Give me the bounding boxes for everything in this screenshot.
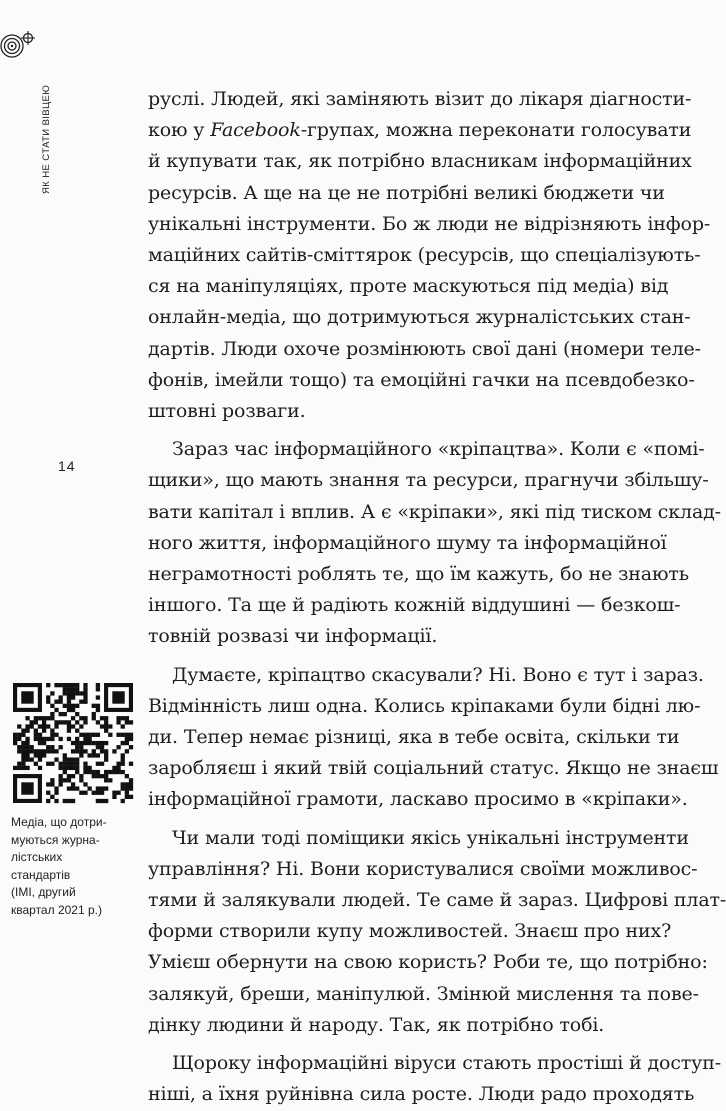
italic-brand: Facebook [210, 119, 301, 142]
text-line: ресурсів. А ще на це не потрібні великі бюджети чи [148, 181, 665, 204]
caption-line: квартал 2021 р.) [11, 902, 102, 917]
text-line: ся на маніпуляціях, проте маскуються під медіа) від [148, 275, 669, 298]
text-line: дартів. Люди охоче розмінюють свої дані (номери теле- [148, 337, 701, 360]
running-head: ЯК НЕ СТАТИ ВІВЦЕЮ [41, 84, 52, 194]
text-line: залякуй, бреши, маніпулюй. Змінюй мислення та пове- [148, 982, 699, 1005]
text-line: штовні розваги. [148, 400, 306, 423]
text-line: вати капітал і вплив. А є «кріпаки», які під тиском склад- [148, 500, 721, 523]
text-line: Відмінність лиш одна. Колись кріпаками були бідні лю- [148, 694, 701, 717]
qr-code-graphic [13, 683, 133, 803]
text-line: заробляєш і який твій соціальний статус. Якщо не знаєш [148, 757, 719, 780]
text-line: й купувати так, як потрібно власникам інформаційних [148, 150, 692, 173]
text-line: тями й залякували людей. Те саме й зараз. Цифрові плат- [148, 889, 726, 912]
text-line: Думаєте, кріпацтво скасували? Ні. Воно є тут і зараз. [172, 663, 704, 686]
text-line: іншого. Та ще й радіють кожній віддушині — безкош- [148, 594, 681, 617]
text-line: кою у Facebook-групах, можна переконати голосувати [148, 119, 692, 142]
sidebar-caption [11, 814, 131, 919]
text-line: Чи мали тоді поміщики якісь унікальні інструменти [172, 826, 689, 849]
page-number: 14 [58, 458, 76, 474]
paragraph [148, 434, 721, 652]
text-line: ного життя, інформаційного шуму та інформаційної [148, 531, 667, 554]
text-line: онлайн-медіа, що дотримуються журналістських стан- [148, 306, 691, 329]
text-line: щики», що мають знання та ресурси, прагнучи збільшу- [148, 469, 709, 492]
body-text [148, 84, 726, 1111]
text-line: ніші, а їхня руйнівна сила росте. Люди радо проходять [148, 1083, 695, 1106]
caption-line: Медіа, що дотри- [11, 815, 107, 829]
text-line: дінку людини й народу. Так, як потрібно тобі. [148, 1013, 605, 1036]
caption-line: лістських [11, 850, 63, 864]
text-line: маційних сайтів-сміттярок (ресурсів, що спеціалізують- [148, 244, 701, 267]
qr-code-icon [13, 683, 133, 803]
caption-line: муються журна- [11, 832, 100, 847]
text-line: товній розвазі чи інформації. [148, 625, 438, 648]
text-line: унікальні інструменти. Бо ж люди не відрізняють інфор- [148, 212, 711, 235]
target-logo-icon [0, 28, 40, 68]
text-line: форми створили купу можливостей. Знаєш про них? [148, 920, 672, 943]
paragraph [148, 660, 719, 816]
text-line: інформаційної грамоти, ласкаво просимо в «кріпаки». [148, 788, 688, 811]
text-line: управління? Ні. Вони користувалися своїми можливос- [148, 857, 698, 880]
paragraph [148, 1048, 721, 1110]
caption-line: стандартів [11, 867, 71, 882]
text-line: Зараз час інформаційного «кріпацтва». Коли є «помі- [172, 438, 705, 461]
text-line: руслі. Людей, які заміняють візит до лікаря діагности- [148, 88, 692, 110]
text-line: Щороку інформаційні віруси стають простіші й доступ- [172, 1052, 721, 1075]
caption-line: (IMI, другий [11, 885, 76, 899]
text-line: фонів, імейли тощо) та емоційні гачки на псевдобезко- [148, 368, 695, 391]
text-line: ди. Тепер немає різниці, яка в тебе освіта, скільки ти [148, 726, 680, 749]
paragraph [148, 84, 711, 427]
paragraph [148, 823, 726, 1041]
text-line: неграмотності роблять те, що їм кажуть, бо не знають [148, 563, 689, 586]
text-line: Умієш обернути на свою користь? Роби те, що потрібно: [148, 951, 708, 974]
